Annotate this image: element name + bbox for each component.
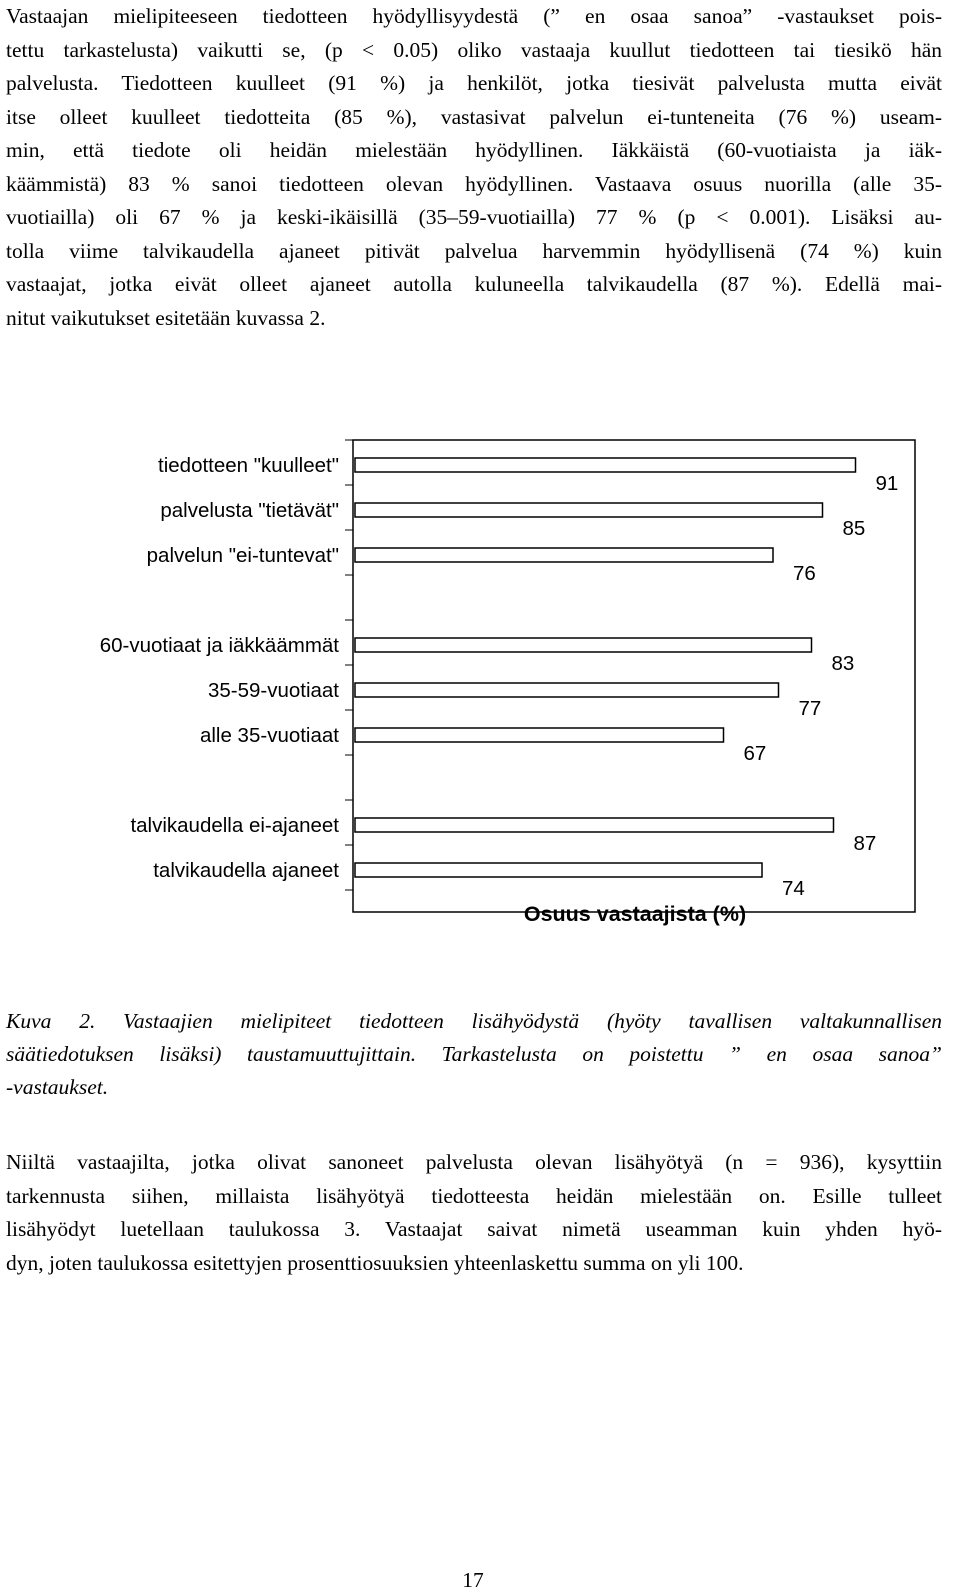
- value-label: 77: [798, 697, 822, 720]
- text-line: tarkennusta siihen, millaista lisähyötyä tiedotteesta heidän mielestään on. Esille tulleet: [6, 1183, 942, 1208]
- bar: [355, 728, 724, 742]
- text-line: palvelusta. Tiedotteen kuulleet (91 %) ja henkilöt, jotka tiesivät palvelusta mutta eivät: [6, 71, 942, 95]
- bar: [355, 458, 856, 472]
- caption-line: Kuva 2. Vastaajien mielipiteet tiedotteen lisähyödystä (hyöty tavallisen valtakunnallisen: [6, 1009, 942, 1033]
- category-label: tiedotteen "kuulleet": [158, 454, 339, 477]
- bar: [355, 503, 823, 517]
- x-axis-label: Osuus vastaajista (%): [523, 902, 747, 926]
- category-label: alle 35-vuotiaat: [199, 724, 339, 747]
- text-line: Niiltä vastaajilta, jotka olivat sanoneet palvelusta olevan lisähyötyä (n = 936), kysyttiin: [6, 1150, 942, 1174]
- text-line: Vastaajan mielipiteeseen tiedotteen hyödyllisyydestä (” en osaa sanoa” -vastaukset pois-: [6, 4, 942, 28]
- body-paragraph-2: [6, 1146, 942, 1280]
- figure-caption: [6, 1005, 942, 1104]
- value-label: 85: [842, 517, 866, 540]
- text-line: tolla viime talvikaudella ajaneet pitivät palvelua harvemmin hyödyllisenä (74 %) kuin: [6, 238, 942, 263]
- bar: [355, 863, 762, 877]
- category-label: 35-59-vuotiaat: [207, 679, 339, 702]
- bar: [355, 548, 773, 562]
- text-line: vastaajat, jotka eivät olleet ajaneet autolla kuluneella talvikaudella (87 %). Edellä mai-: [6, 272, 942, 296]
- category-label: talvikaudella ei-ajaneet: [130, 814, 339, 837]
- bar: [355, 638, 812, 652]
- category-label: 60-vuotiaat ja iäkkäämmät: [99, 634, 339, 657]
- text-line: min, että tiedote oli heidän mielestään hyödyllinen. Iäkkäistä (60-vuotiaista ja iäk-: [6, 138, 942, 162]
- y-axis-ticks: [345, 440, 353, 890]
- bar: [355, 818, 834, 832]
- caption-line: -vastaukset.: [6, 1075, 109, 1099]
- text-line: itse olleet kuulleet tiedotteita (85 %), vastasivat palvelun ei-tunteneita (76 %) useam-: [6, 104, 942, 129]
- value-label: 87: [853, 832, 877, 855]
- category-label: talvikaudella ajaneet: [153, 859, 339, 882]
- body-paragraph-1: [6, 0, 942, 335]
- text-line: dyn, joten taulukossa esitettyjen prosenttiosuuksien yhteenlaskettu summa on yli 100.: [6, 1250, 744, 1275]
- category-label: palvelusta "tietävät": [160, 499, 339, 522]
- category-labels: [100, 454, 340, 882]
- value-label: 83: [831, 652, 855, 675]
- value-label: 67: [743, 742, 767, 765]
- value-label: 76: [793, 562, 816, 585]
- value-label: 91: [875, 472, 899, 495]
- bar: [355, 683, 779, 697]
- text-line: nitut vaikutukset esitetään kuvassa 2.: [6, 305, 326, 330]
- bar-chart: [0, 430, 960, 940]
- value-label: 74: [782, 877, 805, 900]
- text-line: lisähyödyt luetellaan taulukossa 3. Vastaajat saivat nimetä useamman kuin yhden hyö-: [6, 1217, 942, 1241]
- category-label: palvelun "ei-tuntevat": [146, 544, 339, 567]
- caption-line: säätiedotuksen lisäksi) taustamuuttujittain. Tarkastelusta on poistettu ” en osaa sanoa”: [6, 1042, 942, 1066]
- bars: [355, 458, 856, 877]
- text-line: tettu tarkastelusta) vaikutti se, (p < 0.05) oliko vastaaja kuullut tiedotteen tai tiesikö hän: [6, 37, 942, 62]
- text-line: vuotiailla) oli 67 % ja keski-ikäisillä (35–59-vuotiailla) 77 % (p < 0.001). Lisäksi au-: [6, 205, 942, 229]
- page-number: 17: [462, 1568, 484, 1592]
- text-line: käämmistä) 83 % sanoi tiedotteen olevan hyödyllinen. Vastaava osuus nuorilla (alle 35-: [6, 171, 942, 196]
